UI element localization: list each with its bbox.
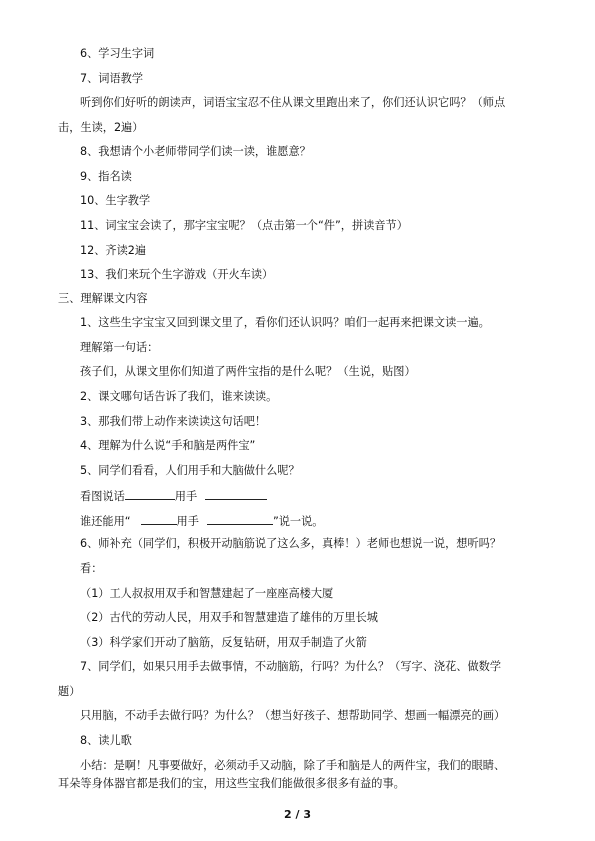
item-7-text-line1: 听到你们好听的朗读声，词语宝宝忍不住从课文里跑出来了，你们还认识它吗？（师点 (80, 96, 506, 109)
step-6: 6、师补充（同学们，积极开动脑筋说了这么多，真棒！）老师也想说一说，想听吗？ (80, 537, 502, 550)
fill-blank-2-suffix: ”说一说。 (272, 515, 324, 528)
step-1-sub: 理解第一句话： (80, 341, 159, 354)
step-7-line1: 7、同学们，如果只用手去做事情，不动脑筋，行吗？为什么？（写字、浇花、做数学 (80, 660, 502, 673)
fill-blank-1-mid: 用手 (174, 490, 198, 503)
item-10: 10、生字教学 (80, 194, 151, 207)
step-1-kids: 孩子们，从课文里你们知道了两件宝指的是什么呢？（生说，贴图） (80, 365, 416, 378)
example-2: （2）古代的劳动人民，用双手和智慧建造了雄伟的万里长城 (80, 611, 378, 624)
fill-blank-2-prefix: 谁还能用“ (80, 515, 131, 528)
item-9: 9、指名读 (80, 170, 132, 183)
summary-line2: 耳朵等身体器官都是我们的宝，用这些宝我们能做很多很多有益的事。 (58, 777, 405, 790)
step-3: 3、那我们带上动作来读读这句话吧！ (80, 415, 267, 428)
fill-blank-2 (80, 513, 323, 529)
step-1: 1、这些生字宝宝又回到课文里了，看你们还认识吗？咱们一起再来把课文读一遍。 (80, 316, 490, 329)
blank-line (207, 513, 273, 525)
item-12: 12、齐读2遍 (80, 244, 147, 257)
step-6-look: 看： (80, 562, 103, 575)
example-1: （1）工人叔叔用双手和智慧建起了一座座高楼大厦 (80, 587, 334, 600)
example-3: （3）科学家们开动了脑筋，反复钻研，用双手制造了火箭 (80, 636, 367, 649)
item-13: 13、我们来玩个生字游戏（开火车读） (80, 268, 274, 281)
fill-blank-1 (80, 488, 267, 504)
fill-blank-1-prefix: 看图说话 (80, 490, 125, 503)
item-7-text-line2: 击，生读，2遍） (58, 121, 144, 134)
step-2: 2、课文哪句话告诉了我们，谁来读读。 (80, 390, 278, 403)
blank-line (141, 513, 177, 525)
step-7-line2: 题） (58, 685, 81, 698)
item-6: 6、学习生字词 (80, 47, 155, 60)
item-11: 11、词宝宝会读了，那字宝宝呢？（点击第一个“件”，拼读音节） (80, 219, 408, 232)
step-8: 8、读儿歌 (80, 734, 132, 747)
item-8: 8、我想请个小老师带同学们读一读，谁愿意？ (80, 145, 311, 158)
section-heading: 三、理解课文内容 (58, 292, 148, 305)
summary-line1: 小结：是啊！凡事要做好，必须动手又动脑，除了手和脑是人的两件宝，我们的眼睛、 (80, 759, 506, 772)
step-5: 5、同学们看看，人们用手和大脑做什么呢？ (80, 464, 300, 477)
fill-blank-2-mid: 用手 (176, 515, 199, 528)
page-number: 2 / 3 (284, 808, 311, 821)
blank-line (125, 488, 175, 500)
blank-line (205, 488, 267, 500)
item-7: 7、词语教学 (80, 72, 144, 85)
step-7b: 只用脑，不动手去做行吗？为什么？（想当好孩子、想帮助同学、想画一幅漂亮的画） (80, 709, 506, 722)
step-4: 4、理解为什么说“手和脑是两件宝” (80, 439, 256, 452)
